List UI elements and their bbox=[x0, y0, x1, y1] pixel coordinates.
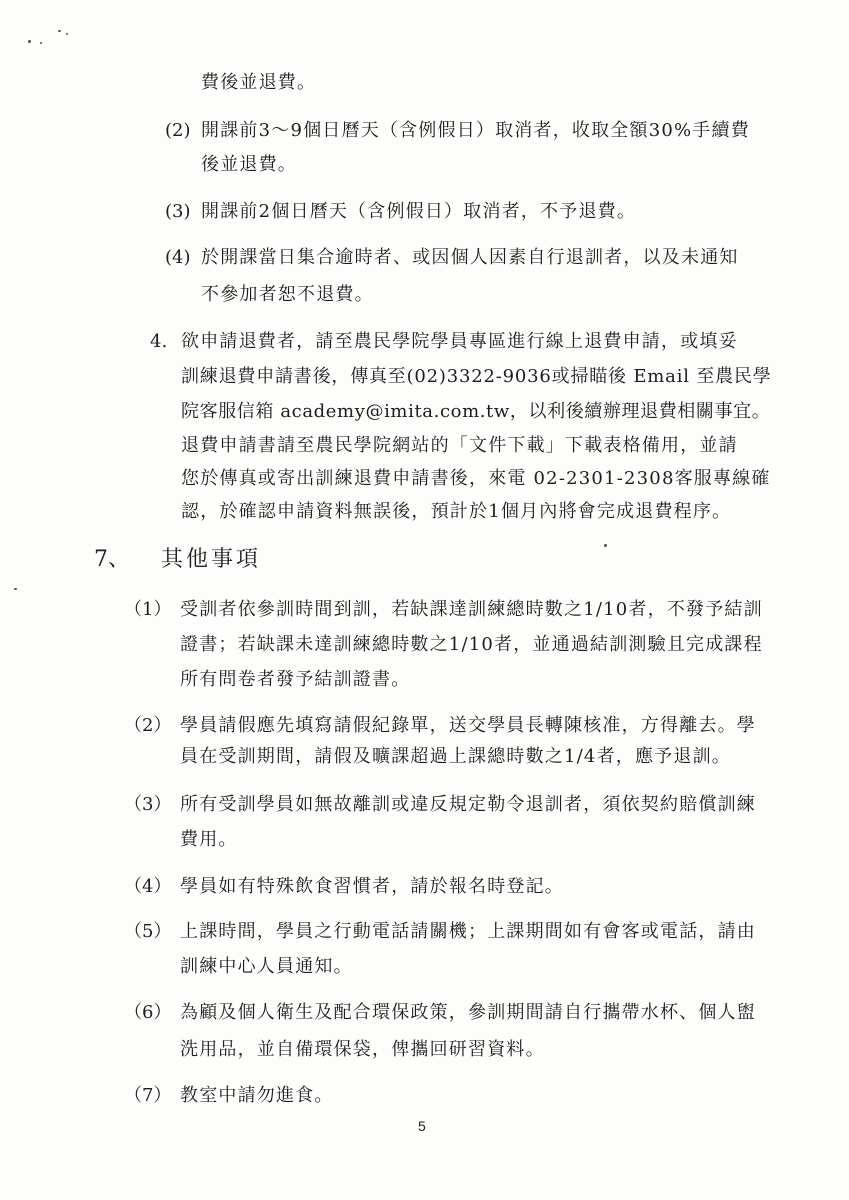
other-item-6-line1: 為顧及個人衛生及配合環保政策，參訓期間請自行攜帶水杯、個人盥 bbox=[180, 1002, 756, 1023]
scan-speck bbox=[14, 588, 17, 590]
other-item-4-num: （4） bbox=[124, 876, 172, 897]
refund-rule-3-line1: 開課前2個日曆天（含例假日）取消者，不予退費。 bbox=[201, 201, 637, 222]
other-item-2-line2: 員在受訓期間，請假及曠課超過上課總時數之1/4者，應予退訓。 bbox=[180, 746, 731, 767]
refund-rule-4-num: (4) bbox=[165, 247, 191, 268]
other-item-2-line1: 學員請假應先填寫請假紀錄單，送交學員長轉陳核准，方得離去。學 bbox=[180, 715, 756, 736]
scan-speck bbox=[28, 40, 31, 43]
refund-apply-line1: 欲申請退費者，請至農民學院學員專區進行線上退費申請，或填妥 bbox=[181, 331, 738, 352]
refund-rule-4-line1: 於開課當日集合逾時者、或因個人因素自行退訓者，以及未通知 bbox=[201, 247, 739, 268]
other-item-3-line1: 所有受訓學員如無故離訓或違反規定勒令退訓者，須依契約賠償訓練 bbox=[180, 794, 756, 815]
refund-rule-4-line2: 不參加者恕不退費。 bbox=[201, 284, 374, 305]
refund-rule-2-line1: 開課前3～9個日曆天（含例假日）取消者，收取全額30%手續費 bbox=[201, 120, 750, 141]
other-item-2-num: （2） bbox=[124, 715, 172, 736]
other-item-6-line2: 洗用品，並自備環保袋，俾攜回研習資料。 bbox=[180, 1039, 545, 1060]
refund-rule-1-cont: 費後並退費。 bbox=[201, 72, 317, 93]
scan-speck bbox=[66, 33, 68, 35]
section-7-number: 7、 bbox=[94, 547, 130, 572]
other-item-3-num: （3） bbox=[124, 794, 172, 815]
scan-speck bbox=[604, 544, 607, 547]
scan-speck bbox=[40, 42, 42, 44]
refund-apply-line4: 退費申請書請至農民學院網站的「文件下載」下載表格備用，並請 bbox=[181, 435, 738, 456]
refund-rule-2-line2: 後並退費。 bbox=[201, 154, 297, 175]
section-7-title: 其他事項 bbox=[161, 547, 262, 572]
page-number: 5 bbox=[418, 1118, 426, 1134]
refund-apply-line6: 認，於確認申請資料無誤後，預計於1個月內將會完成退費程序。 bbox=[181, 501, 732, 522]
scan-speck bbox=[58, 30, 61, 32]
other-item-1-line3: 所有問卷者發予結訓證書。 bbox=[180, 669, 411, 690]
refund-apply-line3: 院客服信箱 academy@imita.com.tw，以利後續辦理退費相關事宜。 bbox=[181, 401, 771, 422]
refund-apply-line2: 訓練退費申請書後，傳真至(02)3322-9036或掃瞄後 Email 至農民學 bbox=[181, 366, 772, 387]
refund-rule-2-num: (2) bbox=[165, 120, 191, 141]
other-item-1-num: （1） bbox=[124, 599, 172, 620]
other-item-7-line1: 教室中請勿進食。 bbox=[180, 1085, 334, 1106]
refund-apply-num: 4. bbox=[150, 331, 168, 352]
other-item-5-line2: 訓練中心人員通知。 bbox=[180, 956, 353, 977]
other-item-5-num: （5） bbox=[124, 921, 172, 942]
other-item-6-num: （6） bbox=[124, 1002, 172, 1023]
other-item-4-line1: 學員如有特殊飲食習慣者，請於報名時登記。 bbox=[180, 876, 564, 897]
other-item-3-line2: 費用。 bbox=[180, 829, 238, 850]
other-item-1-line2: 證書；若缺課未達訓練總時數之1/10者，並通過結訓測驗且完成課程 bbox=[180, 634, 763, 655]
refund-apply-line5: 您於傳真或寄出訓練退費申請書後，來電 02-2301-2308客服專線確 bbox=[181, 468, 771, 489]
other-item-7-num: （7） bbox=[124, 1085, 172, 1106]
other-item-5-line1: 上課時間，學員之行動電話請關機；上課期間如有會客或電話，請由 bbox=[180, 921, 756, 942]
other-item-1-line1: 受訓者依參訓時間到訓，若缺課達訓練總時數之1/10者，不發予結訓 bbox=[180, 599, 763, 620]
refund-rule-3-num: (3) bbox=[165, 201, 191, 222]
